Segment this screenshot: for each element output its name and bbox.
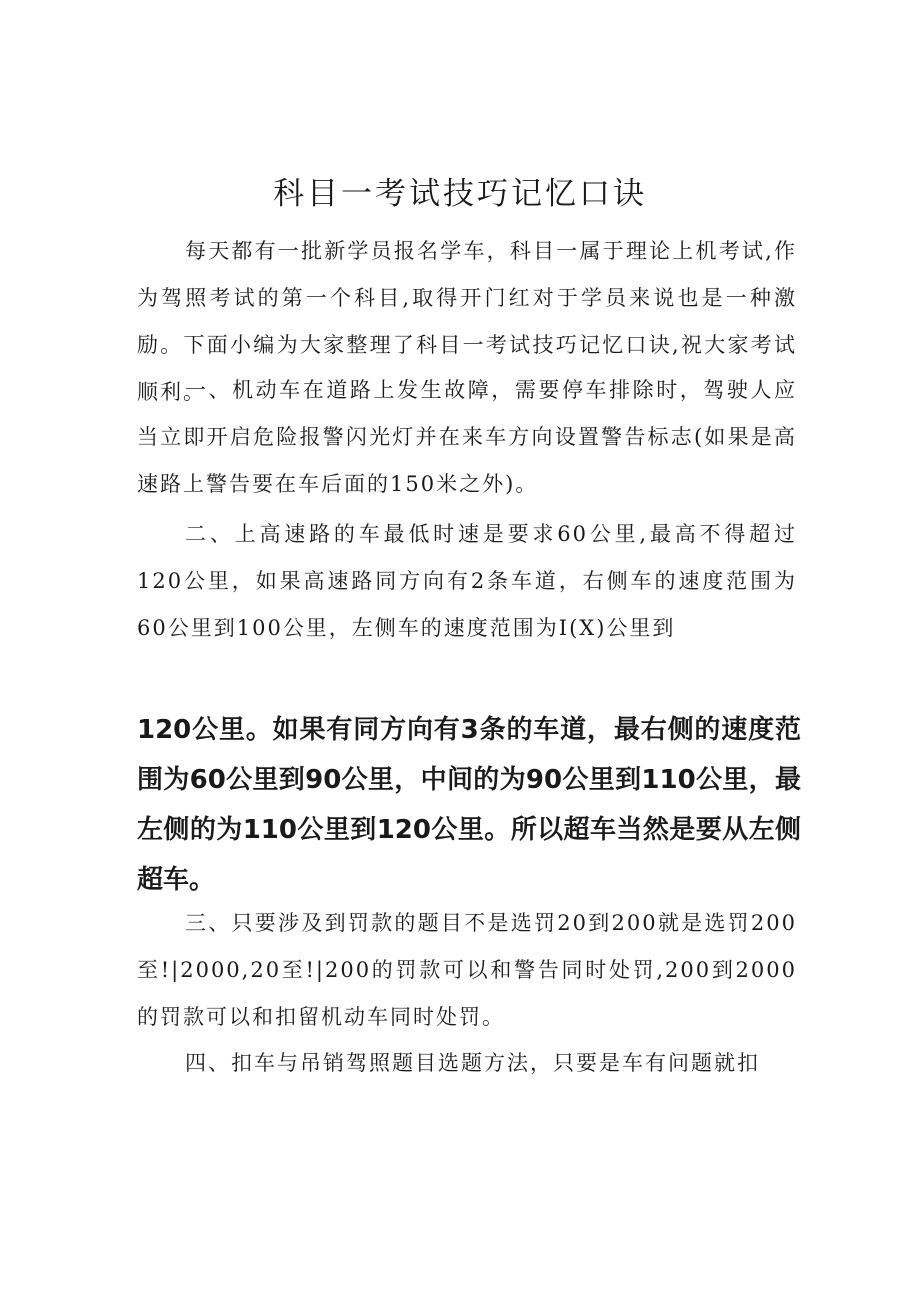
- rule-paragraph-2-continued: 120公里。如果有同方向有3条的车道，最右侧的速度范围为60公里到90公里，中间的为90公里到110公里，最左侧的为110公里到120公里。所以超车当然是要从左侧超车。: [137, 715, 801, 895]
- rule-paragraph-2: 二、上高速路的车最低时速是要求60公里,最高不得超过120公里，如果高速路同方向有2条车道，右侧车的速度范围为60公里到100公里，左侧车的速度范围为I(X)公里到: [137, 522, 797, 640]
- intro-paragraph: 每天都有一批新学员报名学车，科目一属于理论上机考试,作为驾照考试的第一个科目,取得开门红对于学员来说也是一种激励。下面小编为大家整理了科目一考试技巧记忆口诀,祝大家考试顺利。: [137, 239, 797, 404]
- rule-paragraph-3: 三、只要涉及到罚款的题目不是选罚20到200就是选罚200至!|2000,20至!|200的罚款可以和警告同时处罚,200到2000的罚款可以和扣留机动车同时处罚。: [137, 911, 797, 1029]
- rule-paragraph-1: 一、机动车在道路上发生故障，需要停车排除时，驾驶人应当立即开启危险报警闪光灯并在来车方向设置警告标志(如果是高速路上警告要在车后面的150米之外)。: [137, 378, 797, 496]
- rule-paragraph-4: 四、扣车与吊销驾照题目选题方法，只要是车有问题就扣: [185, 1051, 760, 1075]
- document-title: 科目一考试技巧记忆口诀: [273, 176, 647, 212]
